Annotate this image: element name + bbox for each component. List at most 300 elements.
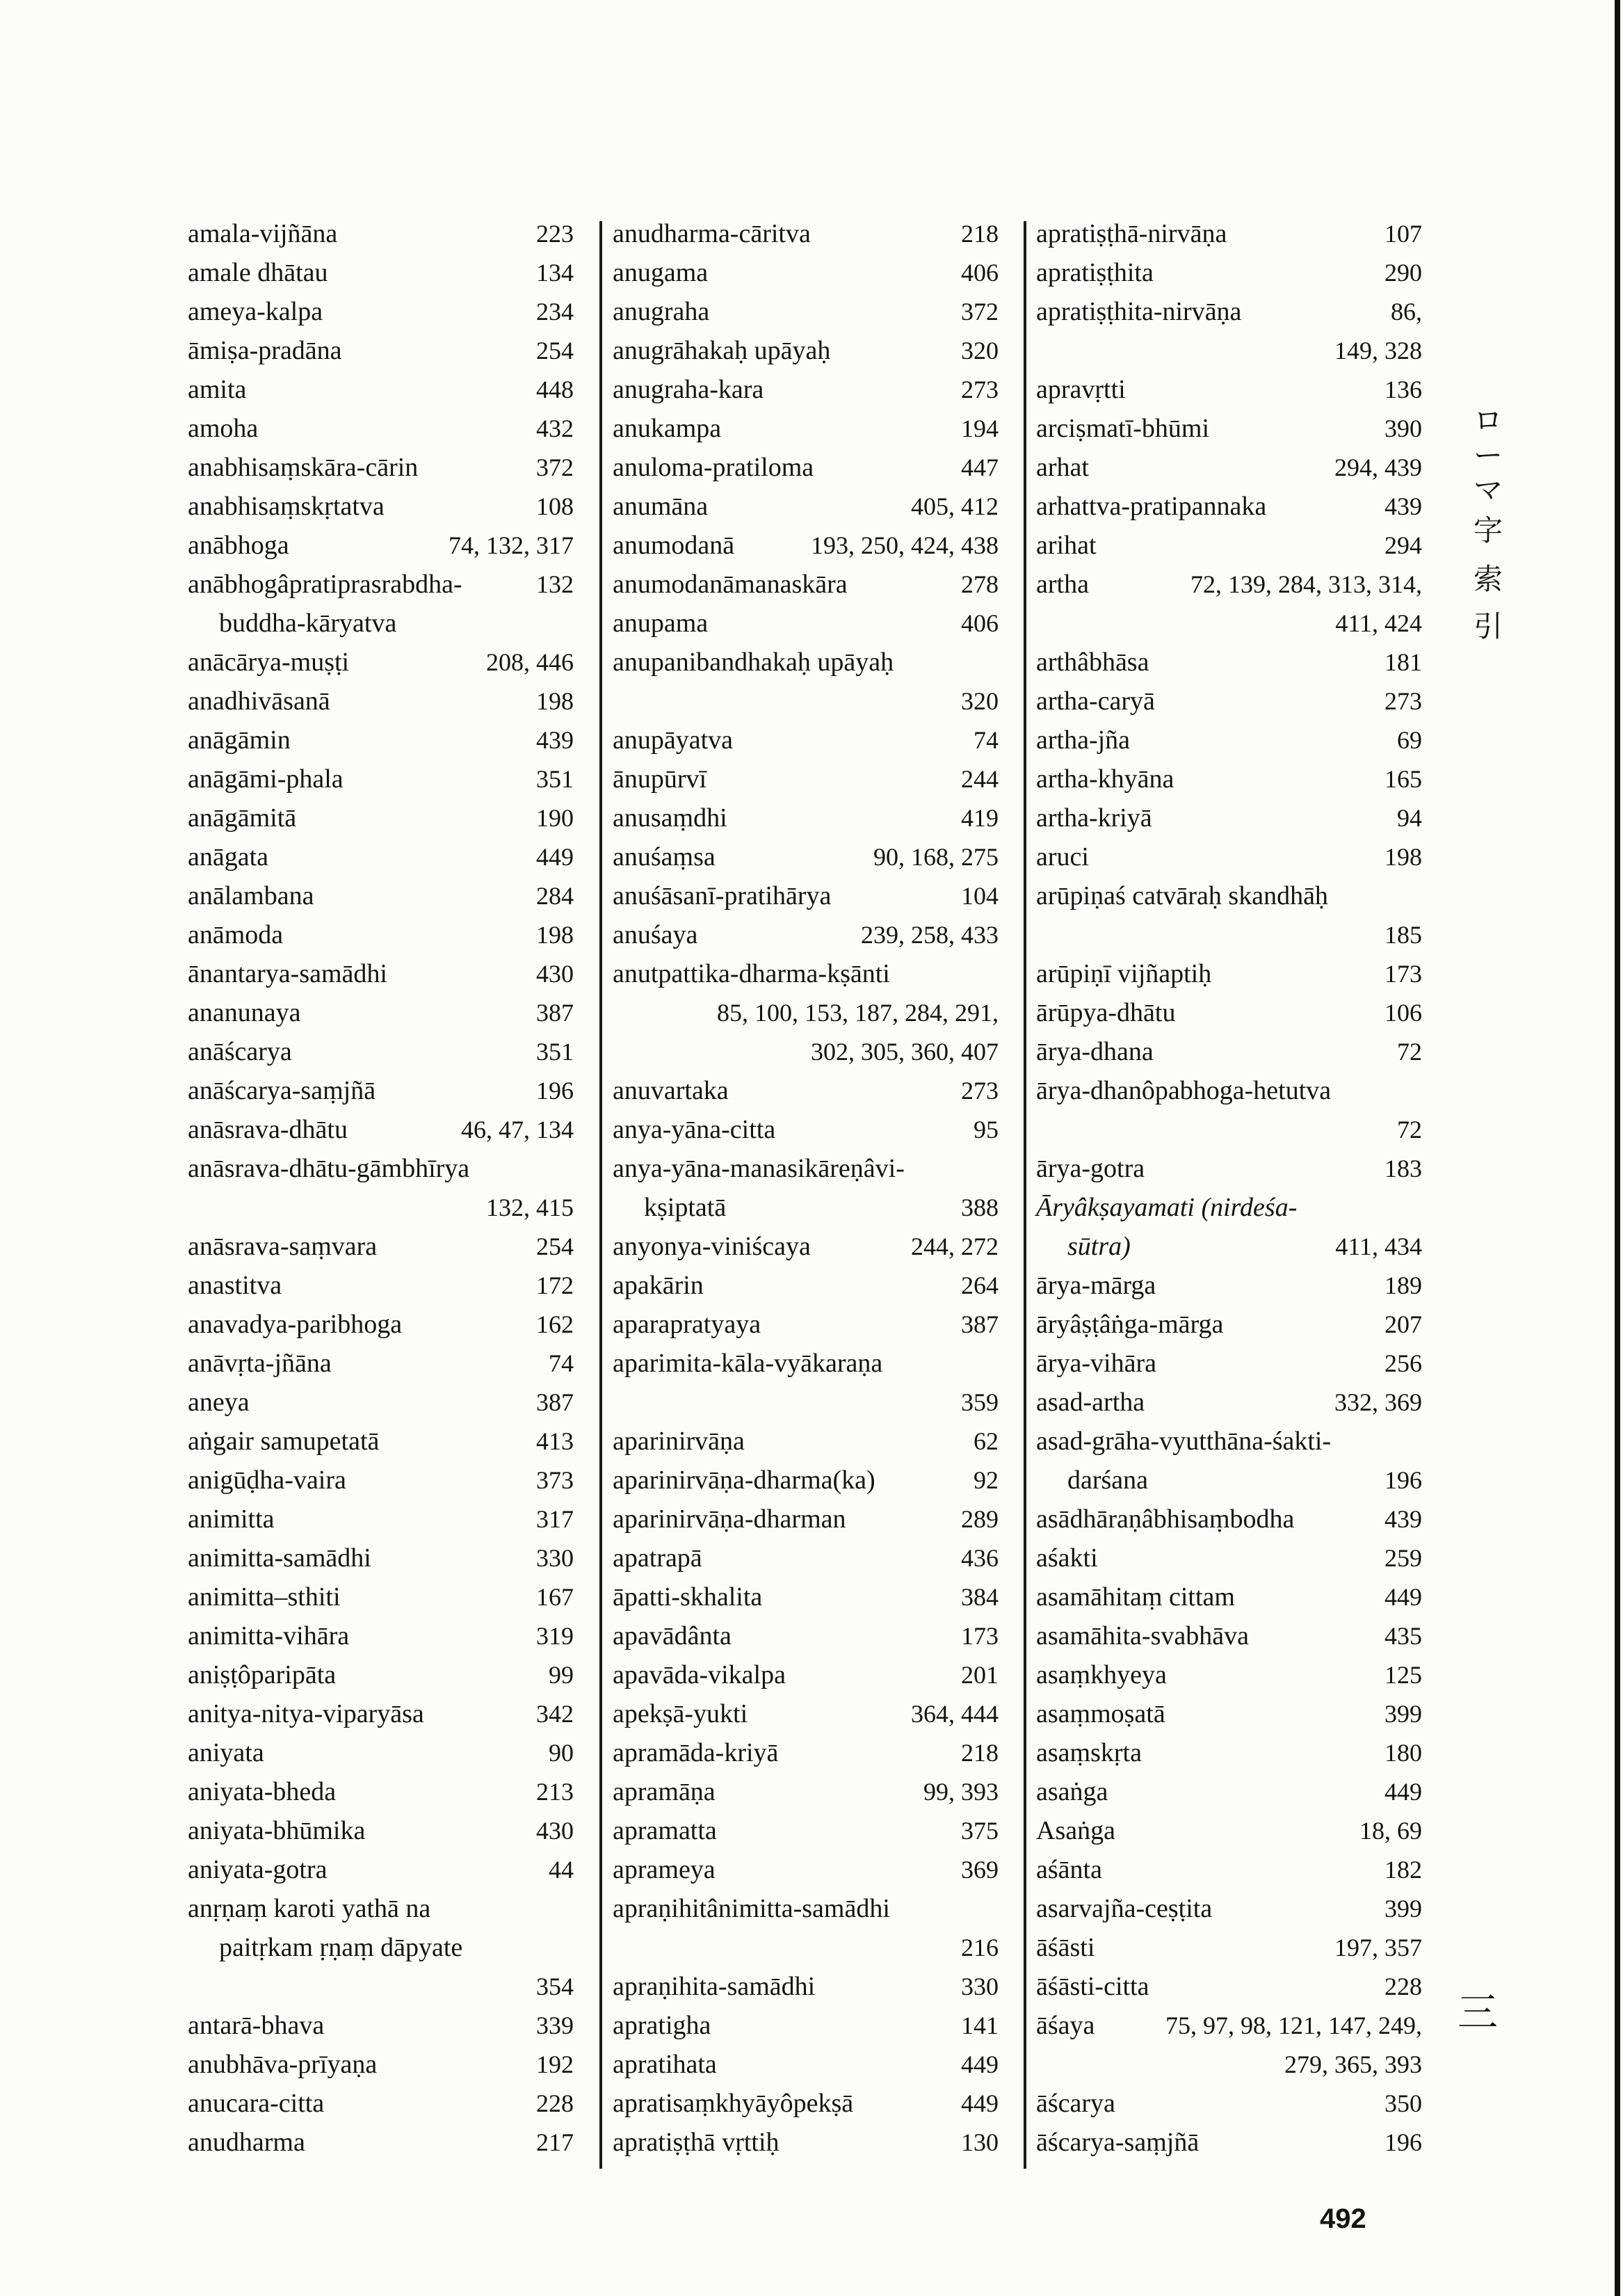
- index-pages: 435: [1384, 1622, 1422, 1650]
- index-term: aparinirvāṇa-dharman: [613, 1504, 846, 1534]
- index-entry: [613, 1889, 999, 1967]
- index-term: ānantarya-samādhi: [188, 959, 387, 988]
- index-term: aneya: [188, 1388, 250, 1417]
- index-term: anubhāva-prīyaṇa: [188, 2050, 378, 2079]
- index-term: ārya-dhanôpabhoga-hetutva: [1036, 1076, 1332, 1105]
- side-index-char: 索: [1473, 562, 1503, 596]
- index-entry: [188, 993, 574, 1032]
- index-pages: 44: [549, 1856, 574, 1884]
- index-term: aparimita-kāla-vyākaraṇa: [613, 1349, 883, 1378]
- index-pages: 125: [1384, 1661, 1422, 1689]
- index-pages: 86,: [1391, 298, 1422, 326]
- index-term: amala-vijñāna: [188, 219, 338, 248]
- index-entry: [188, 1850, 574, 1889]
- index-entry: [613, 1772, 999, 1811]
- index-entry: [613, 876, 999, 915]
- index-pages: 74: [549, 1349, 574, 1377]
- index-entry: [613, 1616, 999, 1655]
- index-term: anālambana: [188, 881, 314, 910]
- index-term: artha-khyāna: [1036, 764, 1174, 794]
- index-term: apravṛtti: [1036, 375, 1126, 404]
- index-term: anāścarya: [188, 1037, 292, 1066]
- index-term: āryâṣṭâṅga-mārga: [1036, 1310, 1224, 1339]
- index-pages: 430: [536, 960, 574, 988]
- index-term: anugraha: [613, 297, 710, 326]
- index-column-1: [188, 214, 574, 2162]
- index-term: anāsrava-saṃvara: [188, 1232, 378, 1261]
- index-term: āścarya: [1036, 2089, 1115, 2118]
- index-term: anastitva: [188, 1271, 282, 1300]
- index-term: anumodanāmanaskāra: [613, 570, 848, 599]
- index-pages: 180: [1384, 1739, 1422, 1767]
- index-pages: 294: [1384, 531, 1422, 559]
- index-term: amoha: [188, 414, 259, 443]
- index-pages: 173: [1384, 960, 1422, 988]
- index-pages: 317: [536, 1505, 574, 1533]
- index-term: āśāsti-citta: [1036, 1972, 1149, 2001]
- index-entry: [188, 1811, 574, 1850]
- index-term: apramāda-kriyā: [613, 1738, 779, 1767]
- index-entry: [188, 1344, 574, 1383]
- index-term: apraṇihitânimitta-samādhi: [613, 1894, 890, 1923]
- index-term: apratiṣṭhita: [1036, 258, 1154, 287]
- index-entry: [1036, 1578, 1422, 1616]
- index-entry: [613, 915, 999, 954]
- index-pages: 182: [1384, 1856, 1422, 1884]
- index-term: anābhogâpratiprasrabdha-: [188, 570, 462, 599]
- index-pages: 213: [536, 1778, 574, 1806]
- index-pages: 273: [1384, 687, 1422, 715]
- index-entry: [613, 1694, 999, 1733]
- index-pages: 90, 168, 275: [873, 843, 999, 871]
- index-pages: 350: [1384, 2089, 1422, 2117]
- index-pages: 130: [961, 2128, 999, 2156]
- index-term: anutpattika-dharma-kṣānti: [613, 959, 890, 988]
- index-pages: 254: [536, 337, 574, 364]
- index-term: anācārya-muṣṭi: [188, 648, 350, 677]
- index-term: amita: [188, 375, 247, 404]
- index-pages-continuation: 411, 424: [1335, 609, 1422, 637]
- index-term: artha-jña: [1036, 725, 1131, 755]
- index-pages: 72: [1397, 1038, 1422, 1066]
- index-pages: 217: [536, 2128, 574, 2156]
- index-term: apavāda-vikalpa: [613, 1660, 786, 1689]
- index-entry: [188, 2084, 574, 2123]
- index-entry: [188, 1383, 574, 1422]
- page-number: 492: [1320, 2203, 1366, 2234]
- index-entry: [1036, 1383, 1422, 1422]
- index-pages: 218: [961, 220, 999, 248]
- index-entry: [188, 292, 574, 331]
- index-pages: 90: [549, 1739, 574, 1767]
- index-entry: [1036, 1733, 1422, 1772]
- index-entry: [188, 837, 574, 876]
- index-entry: [613, 798, 999, 837]
- index-pages-continuation: 359: [961, 1388, 999, 1416]
- index-entry: [188, 1422, 574, 1461]
- index-pages: 244, 272: [911, 1233, 999, 1260]
- index-entry: [613, 1655, 999, 1694]
- index-term: anuśāsanī-pratihārya: [613, 881, 832, 910]
- index-entry: [188, 214, 574, 253]
- index-pages: 273: [961, 1077, 999, 1105]
- index-term: asādhāraṇâbhisaṃbodha: [1036, 1504, 1295, 1534]
- index-term: āśaya: [1036, 2011, 1095, 2040]
- index-pages: 99, 393: [923, 1778, 999, 1806]
- index-term: asad-grāha-vyutthāna-śakti-: [1036, 1427, 1332, 1456]
- index-entry: [613, 253, 999, 292]
- index-pages: 18, 69: [1359, 1817, 1422, 1845]
- index-entry: [1036, 837, 1422, 876]
- index-term: asamāhitaṃ cittam: [1036, 1582, 1235, 1612]
- index-entry: [188, 798, 574, 837]
- index-term: arūpiṇaś catvāraḥ skandhāḥ: [1036, 881, 1328, 910]
- index-term: apratisaṃkhyāyôpekṣā: [613, 2089, 854, 2118]
- index-term-continuation: sūtra): [1067, 1232, 1131, 1261]
- index-entry: [613, 837, 999, 876]
- index-pages: 330: [961, 1973, 999, 2000]
- index-term: asaṃmoṣatā: [1036, 1699, 1165, 1728]
- index-pages: 449: [961, 2089, 999, 2117]
- index-pages-continuation: 132, 415: [486, 1194, 574, 1221]
- index-entry: [613, 448, 999, 487]
- index-term: anuloma-pratiloma: [613, 453, 814, 482]
- index-pages: 447: [961, 453, 999, 481]
- index-pages: 223: [536, 220, 574, 248]
- index-entry: [188, 1110, 574, 1149]
- index-entry: [1036, 2123, 1422, 2162]
- index-term: anucara-citta: [188, 2089, 325, 2118]
- index-entry: [613, 1266, 999, 1305]
- index-pages: 330: [536, 1544, 574, 1572]
- index-pages: 319: [536, 1622, 574, 1650]
- index-term: anāsrava-dhātu: [188, 1115, 348, 1144]
- index-term-continuation: paitṛkam ṛṇaṃ dāpyate: [219, 1933, 463, 1962]
- index-entry: [613, 604, 999, 643]
- index-term: anupanibandhakaḥ upāyaḥ: [613, 648, 894, 677]
- index-pages: 406: [961, 259, 999, 287]
- index-entry: [613, 1539, 999, 1578]
- index-term: aniyata-bheda: [188, 1777, 337, 1806]
- index-entry: [613, 1850, 999, 1889]
- index-pages: 284: [536, 882, 574, 910]
- index-pages: 196: [1384, 2128, 1422, 2156]
- index-pages: 256: [1384, 1349, 1422, 1377]
- index-term: asaṃkhyeya: [1036, 1660, 1167, 1689]
- index-term: apramatta: [613, 1816, 717, 1845]
- index-entry: [1036, 2006, 1422, 2084]
- index-pages: 387: [536, 1388, 574, 1416]
- index-entry: [613, 331, 999, 370]
- index-entry: [188, 409, 574, 448]
- page-edge-bar: [1615, 0, 1620, 2296]
- index-entry: [1036, 370, 1422, 409]
- index-pages: 193, 250, 424, 438: [811, 531, 999, 559]
- index-term: aparapratyaya: [613, 1310, 761, 1339]
- index-pages: 173: [961, 1622, 999, 1650]
- index-entry: [1036, 2084, 1422, 2123]
- index-term: anuśaṃsa: [613, 842, 716, 872]
- index-pages: 75, 97, 98, 121, 147, 249,: [1165, 2012, 1422, 2039]
- index-term: antarā-bhava: [188, 2011, 325, 2040]
- index-column-3: [1036, 214, 1422, 2162]
- index-entry: [188, 1149, 574, 1227]
- index-entry: [1036, 1655, 1422, 1694]
- index-pages: 332, 369: [1334, 1388, 1422, 1416]
- index-term: āścarya-saṃjñā: [1036, 2128, 1200, 2157]
- index-pages: 390: [1384, 415, 1422, 442]
- index-entry: [188, 954, 574, 993]
- index-term: aśakti: [1036, 1543, 1098, 1573]
- index-term: anāgāmitā: [188, 803, 297, 833]
- index-entry: [1036, 1500, 1422, 1539]
- index-term: ārya-gotra: [1036, 1154, 1145, 1183]
- index-term: apratiṣṭhā-nirvāṇa: [1036, 219, 1227, 248]
- index-pages: 99: [549, 1661, 574, 1689]
- index-term: apekṣā-yukti: [613, 1699, 748, 1728]
- index-pages: 449: [1384, 1778, 1422, 1806]
- index-term: amale dhātau: [188, 258, 328, 287]
- index-term: anukampa: [613, 414, 722, 443]
- index-pages: 95: [974, 1116, 999, 1143]
- index-term: aniyata: [188, 1738, 264, 1767]
- index-term: animitta–sthiti: [188, 1582, 341, 1612]
- index-pages-continuation: 72: [1397, 1116, 1422, 1143]
- index-pages: 239, 258, 433: [861, 921, 999, 949]
- index-pages: 388: [961, 1194, 999, 1221]
- index-term: ārya-dhana: [1036, 1037, 1154, 1066]
- index-pages: 449: [1384, 1583, 1422, 1611]
- index-term: anugama: [613, 258, 709, 287]
- index-pages: 134: [536, 259, 574, 287]
- index-entry: [188, 1733, 574, 1772]
- index-term: anya-yāna-citta: [613, 1115, 776, 1144]
- index-pages: 228: [536, 2089, 574, 2117]
- index-term: anāmoda: [188, 920, 284, 949]
- index-term: anṛṇaṃ karoti yathā na: [188, 1894, 431, 1923]
- index-entry: [188, 1227, 574, 1266]
- index-term: aniyata-gotra: [188, 1855, 328, 1884]
- index-pages: 197, 357: [1334, 1934, 1422, 1961]
- index-pages-continuation: 279, 365, 393: [1284, 2050, 1422, 2078]
- index-entry: [1036, 1616, 1422, 1655]
- index-term: animitta-samādhi: [188, 1543, 371, 1573]
- index-term: arciṣmatī-bhūmi: [1036, 414, 1210, 443]
- index-term: asad-artha: [1036, 1388, 1145, 1417]
- index-term: anumodanā: [613, 531, 735, 560]
- index-entry: [188, 2123, 574, 2162]
- index-term: ānupūrvī: [613, 764, 707, 794]
- index-entry: [1036, 643, 1422, 682]
- index-entry: [613, 1071, 999, 1110]
- index-pages-continuation: 320: [961, 687, 999, 715]
- index-entry: [613, 2123, 999, 2162]
- index-pages: 141: [961, 2012, 999, 2039]
- index-pages: 208, 446: [486, 648, 574, 676]
- index-column-2: [613, 214, 999, 2162]
- index-term: anāgāmi-phala: [188, 764, 344, 794]
- index-pages: 364, 444: [911, 1700, 999, 1728]
- index-entry: [188, 682, 574, 721]
- index-term: anupama: [613, 609, 709, 638]
- index-entry: [1036, 1422, 1422, 1500]
- index-pages: 373: [536, 1466, 574, 1494]
- index-pages: 92: [974, 1466, 999, 1494]
- index-term: āśāsti: [1036, 1933, 1095, 1962]
- index-term: asamāhita-svabhāva: [1036, 1621, 1249, 1651]
- index-entry: [613, 214, 999, 253]
- index-term: anupāyatva: [613, 725, 734, 755]
- index-term: āpatti-skhalita: [613, 1582, 763, 1612]
- index-entry: [613, 2084, 999, 2123]
- index-pages: 351: [536, 765, 574, 793]
- index-pages: 289: [961, 1505, 999, 1533]
- index-term: anadhivāsanā: [188, 687, 330, 716]
- index-pages: 132: [536, 570, 574, 598]
- index-pages: 273: [961, 376, 999, 403]
- index-pages: 198: [1384, 843, 1422, 871]
- index-entry: [1036, 1928, 1422, 1967]
- index-entry: [188, 2045, 574, 2084]
- index-entry: [1036, 1305, 1422, 1344]
- index-pages: 439: [1384, 1505, 1422, 1533]
- index-entry: [188, 643, 574, 682]
- index-pages-continuation: 302, 305, 360, 407: [811, 1038, 999, 1066]
- index-pages: 72, 139, 284, 313, 314,: [1190, 570, 1422, 598]
- index-term: aśānta: [1036, 1855, 1102, 1884]
- index-entry: [1036, 1850, 1422, 1889]
- index-term: arthâbhāsa: [1036, 648, 1149, 677]
- index-entry: [188, 1655, 574, 1694]
- index-pages: 181: [1384, 648, 1422, 676]
- index-term: anigūḍha-vaira: [188, 1466, 346, 1495]
- index-term: āmiṣa-pradāna: [188, 336, 342, 365]
- index-pages: 162: [536, 1310, 574, 1338]
- index-term: aniyata-bhūmika: [188, 1816, 366, 1845]
- index-term: anitya-nitya-viparyāsa: [188, 1699, 424, 1728]
- index-entry: [1036, 214, 1422, 253]
- index-pages: 406: [961, 609, 999, 637]
- index-entry: [188, 1772, 574, 1811]
- index-pages-continuation: 149, 328: [1334, 337, 1422, 364]
- index-term: ārūpya-dhātu: [1036, 998, 1176, 1027]
- index-entry: [613, 409, 999, 448]
- index-entry: [1036, 1032, 1422, 1071]
- index-entry: [1036, 448, 1422, 487]
- index-pages: 439: [536, 726, 574, 754]
- index-pages: 351: [536, 1038, 574, 1066]
- index-pages: 228: [1384, 1973, 1422, 2000]
- index-entry: [613, 1110, 999, 1149]
- index-term: anavadya-paribhoga: [188, 1310, 403, 1339]
- index-pages: 172: [536, 1271, 574, 1299]
- index-term: ārya-mārga: [1036, 1271, 1156, 1300]
- index-pages: 278: [961, 570, 999, 598]
- index-pages: 419: [961, 804, 999, 832]
- index-term: anabhisaṃskāra-cārin: [188, 453, 419, 482]
- index-pages: 104: [961, 882, 999, 910]
- index-term: apatrapā: [613, 1543, 702, 1573]
- index-pages: 108: [536, 492, 574, 520]
- index-entry: [1036, 1772, 1422, 1811]
- side-index-char: ー: [1473, 438, 1503, 472]
- index-pages: 62: [974, 1427, 999, 1455]
- index-term: Asaṅga: [1036, 1816, 1115, 1845]
- index-entry: [188, 1500, 574, 1539]
- index-term: arhat: [1036, 453, 1089, 482]
- index-pages: 190: [536, 804, 574, 832]
- index-entry: [1036, 1071, 1422, 1149]
- index-entry: [613, 721, 999, 760]
- index-entry: [1036, 682, 1422, 721]
- index-pages: 384: [961, 1583, 999, 1611]
- index-entry: [1036, 1188, 1422, 1266]
- index-term: aruci: [1036, 842, 1089, 872]
- index-term: anāgāmin: [188, 725, 291, 755]
- index-pages: 94: [1397, 804, 1422, 832]
- index-entry: [613, 2006, 999, 2045]
- index-entry: [188, 1461, 574, 1500]
- index-entry: [613, 565, 999, 604]
- index-term: anusaṃdhi: [613, 803, 727, 833]
- index-entry: [613, 487, 999, 526]
- index-term: asaṅga: [1036, 1777, 1108, 1806]
- index-entry: [613, 954, 999, 1071]
- index-entry: [1036, 721, 1422, 760]
- index-entry: [613, 526, 999, 565]
- index-pages: 254: [536, 1233, 574, 1260]
- side-numeral: 三: [1458, 1989, 1499, 2036]
- index-term: anudharma-cāritva: [613, 219, 811, 248]
- index-term: anuśaya: [613, 920, 698, 949]
- index-entry: [188, 876, 574, 915]
- index-term: anugrāhakaḥ upāyaḥ: [613, 336, 831, 365]
- index-pages: 449: [961, 2050, 999, 2078]
- index-term: arhattva-pratipannaka: [1036, 492, 1267, 521]
- index-term: apramāṇa: [613, 1777, 716, 1806]
- index-entry: [188, 1266, 574, 1305]
- index-entry: [613, 1733, 999, 1772]
- index-pages-continuation: 185: [1384, 921, 1422, 949]
- index-term-continuation: darśana: [1067, 1466, 1149, 1495]
- index-term: apratiṣṭhā vṛttiḥ: [613, 2128, 780, 2157]
- index-entry: [188, 526, 574, 565]
- index-entry: [188, 1616, 574, 1655]
- index-pages: 387: [961, 1310, 999, 1338]
- index-pages: 234: [536, 298, 574, 326]
- index-term: aparinirvāṇa: [613, 1427, 745, 1456]
- index-entry: [188, 1305, 574, 1344]
- index-term: aniṣṭôparipāta: [188, 1660, 337, 1689]
- index-pages: 387: [536, 999, 574, 1027]
- index-term: anyonya-viniścaya: [613, 1232, 811, 1261]
- index-pages: 405, 412: [911, 492, 999, 520]
- index-entry: [188, 1578, 574, 1616]
- index-term: apavādânta: [613, 1621, 732, 1651]
- index-term: ameya-kalpa: [188, 297, 323, 326]
- index-entry: [613, 1500, 999, 1539]
- index-pages-continuation: 354: [536, 1973, 574, 2000]
- index-pages: 165: [1384, 765, 1422, 793]
- index-pages: 339: [536, 2012, 574, 2039]
- index-entry: [613, 292, 999, 331]
- index-term: Āryâkṣayamati (nirdeśa-: [1036, 1193, 1298, 1222]
- index-pages: 74: [974, 726, 999, 754]
- index-term: anudharma: [188, 2128, 305, 2157]
- index-term: anāgata: [188, 842, 269, 872]
- column-divider: [599, 221, 602, 2169]
- index-term: apratihata: [613, 2050, 717, 2079]
